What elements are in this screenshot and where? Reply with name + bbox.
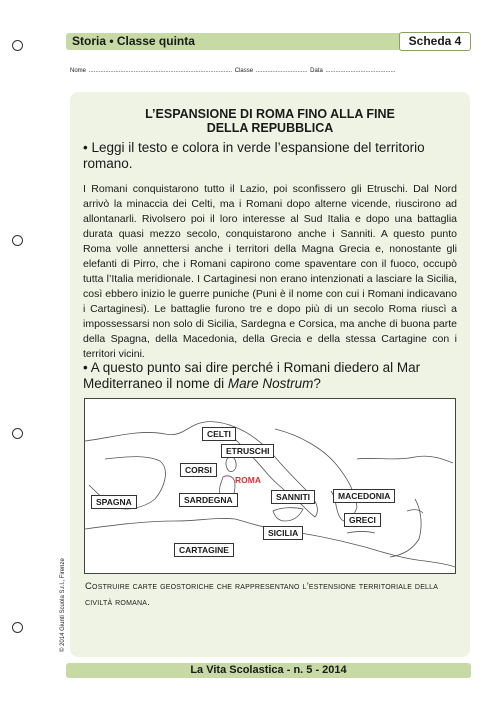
name-label: Nome: [70, 68, 87, 74]
map-label-cartagine: CARTAGINE: [174, 543, 234, 557]
header-bar: [66, 33, 471, 50]
question-italic: Mare Nostrum: [227, 376, 314, 391]
subject-label: Storia • Classe quinta: [72, 34, 195, 48]
name-class-date-row: [70, 68, 470, 74]
coast-corsica: [226, 457, 236, 472]
mediterranean-map[interactable]: [84, 398, 456, 574]
coast-asia-minor: [357, 456, 453, 463]
worksheet-card: [70, 92, 470, 657]
class-label: Classe: [234, 68, 254, 74]
instruction-1: • Leggi il testo e colora in verde l’espansione del territorio romano.: [83, 140, 425, 171]
coast-levant: [390, 499, 421, 557]
coast-crete: [347, 532, 375, 534]
date-label: Data: [310, 68, 323, 74]
title-line: DELLA REPUBBLICA: [206, 121, 334, 135]
class-field[interactable]: ...............................: [255, 68, 308, 74]
binder-hole: [12, 235, 23, 246]
worksheet-title: [70, 107, 470, 135]
map-label-sicilia: SICILIA: [263, 526, 303, 540]
map-label-sanniti: SANNITI: [271, 490, 315, 504]
question-text: • A questo punto sai dire perché i Romani diedero al Mar Mediterraneo il nome di: [83, 360, 421, 391]
map-label-etruschi: ETRUSCHI: [221, 444, 274, 458]
binder-hole: [12, 428, 23, 439]
map-outline: [85, 399, 455, 573]
map-label-spagna: SPAGNA: [91, 495, 137, 509]
map-label-sardegna: SARDEGNA: [179, 493, 238, 507]
date-field[interactable]: ..........................................: [325, 68, 396, 74]
binder-hole: [12, 40, 23, 51]
footer-bar: La Vita Scolastica - n. 5 - 2014: [66, 663, 471, 678]
map-label-celti: CELTI: [202, 427, 236, 441]
name-field[interactable]: ......................................................................................: [88, 68, 233, 74]
reading-paragraph: I Romani conquistarono tutto il Lazio, poi sconfissero gli Etruschi. Dal Nord arrivò la minaccia dei Celti, ma i Romani dopo alterne vicende, riuscirono ad allontanarli. Rivolsero poi il loro interesse al Sud Italia e dopo una battaglia durata quasi mezzo secolo, conquistarono anche i Sanniti. A questo punto Roma volle annettersi anche i territori della Magna Grecia e, nonostante gli elefanti di Pirro, che i Romani capirono come spaventare con il fuoco, occupò tutta l’Italia meridionale. I Cartaginesi non erano intenzionati a lasciare la Sicilia, così ebbero inizio le guerre puniche (Puni è il nome con cui i Romani indicavano i Cartaginesi). Le battaglie furono tre e dopo più di un secolo Roma riuscì a impossessarsi non solo di Sicilia, Sardegna e Corsica, ma anche di buona parte della Spagna, della Macedonia, della Grecia e della stessa Cartagine con i territori vicini.: [83, 183, 457, 360]
question-end: ?: [313, 376, 321, 391]
map-label-macedonia: MACEDONIA: [333, 489, 395, 503]
binder-hole: [12, 622, 23, 633]
coast-sicily: [273, 508, 303, 521]
map-label-roma: ROMA: [235, 475, 261, 485]
title-line: L’ESPANSIONE DI ROMA FINO ALLA FINE: [145, 107, 395, 121]
activity-caption: Costruire carte geostoriche che rappresentano l’estensione territoriale della civiltà romana.: [85, 581, 439, 608]
map-label-greci: GRECI: [344, 513, 381, 527]
sheet-number: Scheda 4: [399, 32, 471, 51]
copyright-notice: © 2014 Giunti Scuola S.r.l., Firenze: [60, 558, 66, 652]
map-label-corsi: CORSI: [180, 463, 217, 477]
instruction-2: [83, 360, 458, 392]
coast-cyprus: [407, 510, 423, 513]
